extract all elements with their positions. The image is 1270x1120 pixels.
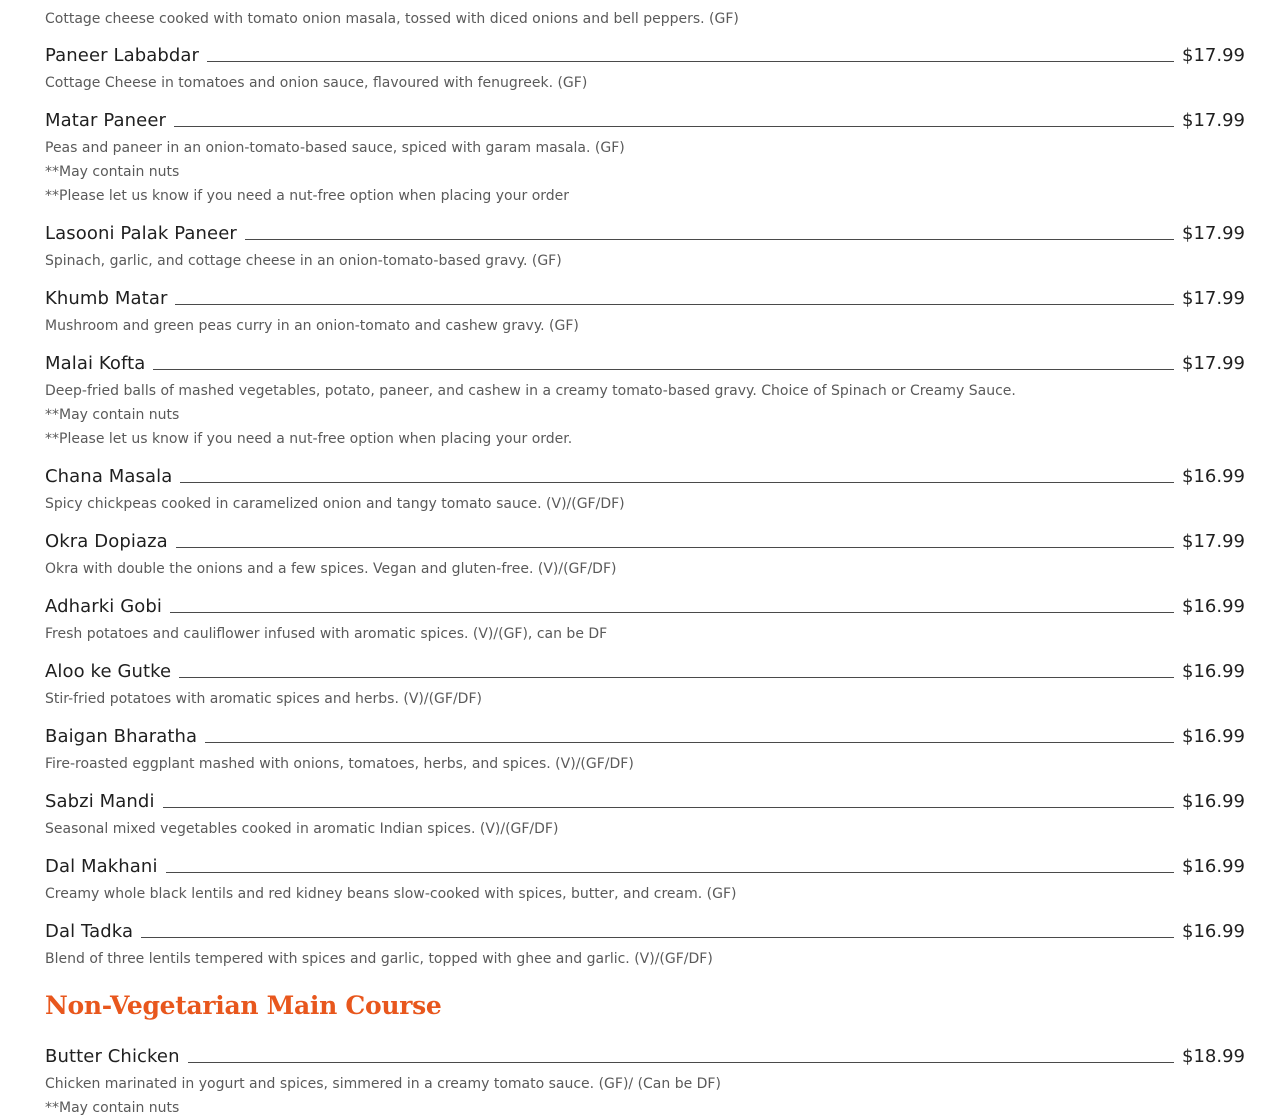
menu-item-price: $16.99 — [1182, 856, 1245, 877]
menu-item — [45, 789, 1245, 841]
menu-item-name: Baigan Bharatha — [45, 726, 198, 747]
menu-item-name: Dal Tadka — [45, 921, 134, 942]
menu-item-name: Dal Makhani — [45, 856, 158, 877]
menu-item-name: Chana Masala — [45, 466, 173, 487]
menu-item-name: Okra Dopiaza — [45, 531, 168, 552]
dotted-leader-line — [166, 871, 1174, 873]
menu-item — [45, 43, 1245, 95]
menu-item-price: $16.99 — [1182, 596, 1245, 617]
menu-item-price: $16.99 — [1182, 466, 1245, 487]
menu-item-price: $17.99 — [1182, 45, 1245, 66]
menu-item — [45, 919, 1245, 971]
menu-item-name: Malai Kofta — [45, 353, 146, 374]
dotted-leader-line — [205, 741, 1174, 743]
note-text: **May contain nuts — [45, 407, 180, 423]
menu-item — [45, 594, 1245, 646]
menu-item-description — [45, 249, 1245, 273]
description-text: Spinach, garlic, and cottage cheese in an onion-tomato-based gravy. (GF) — [45, 253, 562, 269]
menu-item-header — [45, 854, 1245, 880]
menu-item-description — [45, 947, 1245, 971]
menu-item-description — [45, 752, 1245, 776]
menu-item-price: $16.99 — [1182, 921, 1245, 942]
description-text: Blend of three lentils tempered with spices and garlic, topped with ghee and garlic. (V)/(GF/DF) — [45, 951, 713, 967]
menu-item-description — [45, 136, 1245, 208]
dotted-leader-line — [245, 238, 1174, 240]
menu-item — [45, 529, 1245, 581]
menu-item-price: $17.99 — [1182, 288, 1245, 309]
menu-item — [45, 724, 1245, 776]
dotted-leader-line — [170, 611, 1174, 613]
description-text: Fresh potatoes and cauliflower infused with aromatic spices. (V)/(GF), can be DF — [45, 626, 608, 642]
dotted-leader-line — [179, 676, 1174, 678]
menu-item-description — [45, 314, 1245, 338]
menu-item-price: $17.99 — [1182, 223, 1245, 244]
description-text: Peas and paneer in an onion-tomato-based sauce, spiced with garam masala. (GF) — [45, 140, 625, 156]
description-text: Stir-fried potatoes with aromatic spices and herbs. (V)/(GF/DF) — [45, 691, 482, 707]
note-text: **Please let us know if you need a nut-free option when placing your order — [45, 188, 570, 204]
menu-item-header — [45, 43, 1245, 69]
menu-item-header — [45, 789, 1245, 815]
dotted-leader-line — [188, 1061, 1174, 1063]
menu-item-price: $17.99 — [1182, 353, 1245, 374]
menu-item-price: $16.99 — [1182, 661, 1245, 682]
menu-item-name: Aloo ke Gutke — [45, 661, 172, 682]
menu-item-description — [45, 817, 1245, 841]
item-description: Cottage cheese cooked with tomato onion masala, tossed with diced onions and bell peppers. (GF) — [45, 11, 739, 27]
dotted-leader-line — [175, 303, 1174, 305]
menu-item-description — [45, 622, 1245, 646]
dotted-leader-line — [153, 368, 1174, 370]
menu-item-description — [45, 557, 1245, 581]
menu-item-header — [45, 724, 1245, 750]
menu-item — [45, 221, 1245, 273]
description-text: Okra with double the onions and a few spices. Vegan and gluten-free. (V)/(GF/DF) — [45, 561, 617, 577]
menu-item-header — [45, 221, 1245, 247]
menu-item-header — [45, 286, 1245, 312]
menu-item — [45, 464, 1245, 516]
menu-item-price: $17.99 — [1182, 110, 1245, 131]
description-text: Deep-fried balls of mashed vegetables, potato, paneer, and cashew in a creamy tomato-based gravy. Choice of Spinach or Creamy Sauce. — [45, 383, 1016, 399]
menu-item-name: Sabzi Mandi — [45, 791, 155, 812]
description-text: Fire-roasted eggplant mashed with onions, tomatoes, herbs, and spices. (V)/(GF/DF) — [45, 756, 634, 772]
menu-item-price: $18.99 — [1182, 1046, 1245, 1067]
dotted-leader-line — [176, 546, 1174, 548]
menu-item-header — [45, 594, 1245, 620]
menu-item-header — [45, 529, 1245, 555]
description-text: Spicy chickpeas cooked in caramelized onion and tangy tomato sauce. (V)/(GF/DF) — [45, 496, 625, 512]
menu-item-description — [45, 71, 1245, 95]
description-text: Seasonal mixed vegetables cooked in aromatic Indian spices. (V)/(GF/DF) — [45, 821, 559, 837]
note-text: **May contain nuts — [45, 164, 180, 180]
dotted-leader-line — [180, 481, 1174, 483]
menu-item-name: Paneer Lababdar — [45, 45, 200, 66]
menu-item — [45, 351, 1245, 451]
menu-item-header — [45, 659, 1245, 685]
menu-item — [45, 659, 1245, 711]
description-text: Chicken marinated in yogurt and spices, simmered in a creamy tomato sauce. (GF)/ (Can be DF) — [45, 1076, 721, 1092]
menu-item-header — [45, 108, 1245, 134]
menu-item — [45, 286, 1245, 338]
menu-item — [45, 854, 1245, 906]
menu-item-name: Butter Chicken — [45, 1046, 180, 1067]
menu-item-price: $16.99 — [1182, 726, 1245, 747]
menu-item-name: Khumb Matar — [45, 288, 168, 309]
description-text: Cottage Cheese in tomatoes and onion sauce, flavoured with fenugreek. (GF) — [45, 75, 588, 91]
dotted-leader-line — [207, 60, 1174, 62]
menu-item-description — [45, 379, 1245, 451]
dotted-leader-line — [174, 125, 1174, 127]
menu-item-name: Matar Paneer — [45, 110, 167, 131]
description-text: Mushroom and green peas curry in an onion-tomato and cashew gravy. (GF) — [45, 318, 579, 334]
menu-item-header — [45, 351, 1245, 377]
menu-item-description — [45, 882, 1245, 906]
menu-item-name: Lasooni Palak Paneer — [45, 223, 237, 244]
menu-item-header — [45, 919, 1245, 945]
description-text: Creamy whole black lentils and red kidney beans slow-cooked with spices, butter, and cream. (GF) — [45, 886, 737, 902]
note-text: **May contain nuts — [45, 1100, 180, 1116]
menu-item-description — [45, 1072, 1245, 1120]
menu-item-header — [45, 464, 1245, 490]
note-text: **Please let us know if you need a nut-free option when placing your order. — [45, 431, 573, 447]
menu-item-header — [45, 1044, 1245, 1070]
menu-item — [45, 108, 1245, 208]
menu-item-description — [45, 492, 1245, 516]
menu-item-description — [45, 687, 1245, 711]
dotted-leader-line — [141, 936, 1174, 938]
menu-item-price: $17.99 — [1182, 531, 1245, 552]
section-title-non-veg: Non-Vegetarian Main Course — [45, 991, 442, 1020]
dotted-leader-line — [163, 806, 1174, 808]
menu-item-price: $16.99 — [1182, 791, 1245, 812]
menu-item-name: Adharki Gobi — [45, 596, 162, 617]
